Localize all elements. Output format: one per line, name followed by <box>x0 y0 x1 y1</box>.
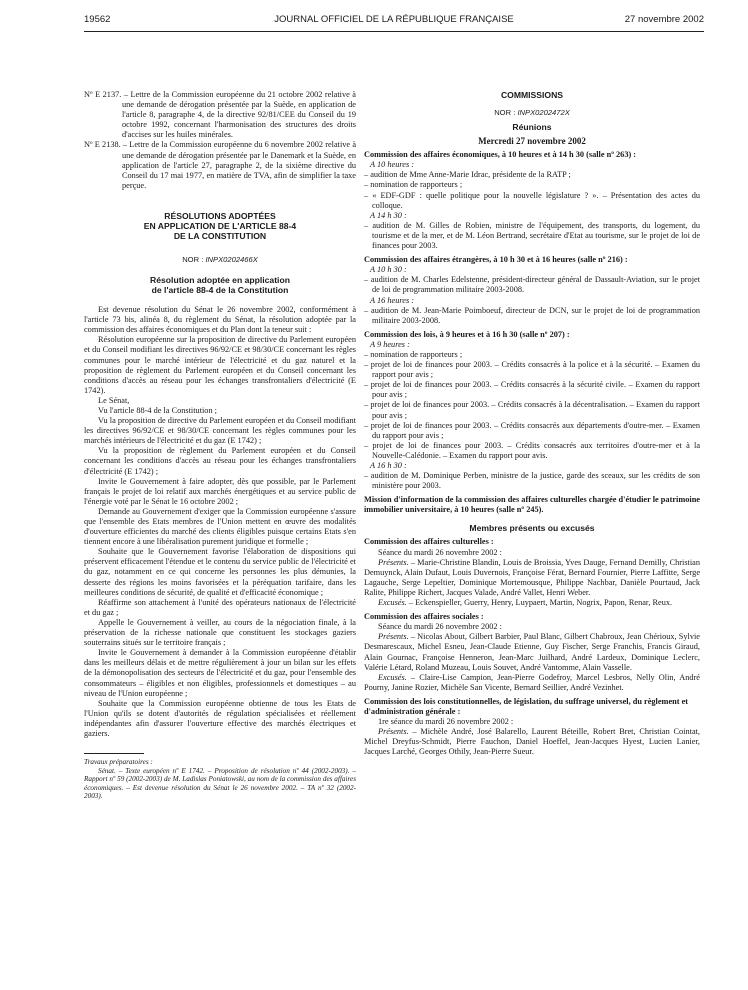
presents-line: Présents. – Nicolas About, Gilbert Barbier, Paul Blanc, Gilbert Chabroux, Jean Chérioux, Sylvie Desmarescaux, Michel Esneu, Jean-Claude Etienne, Guy Fischer, Serge Franchis, Francis Giraud, Alain Gournac, Françoise Henneron, Jean-Marc Juilhard, André Lardeux, Dominique Leclerc, Valérie Létard, Roland Muzeau, Louis Souvet, André Vantomme, Alain Vasselle. <box>364 632 700 672</box>
time-label: A 16 heures : <box>370 295 415 305</box>
agenda-item: – nomination de rapporteurs ; <box>364 180 463 190</box>
paragraph: Souhaite que le Gouvernement favorise l'élaboration de dispositions qui préservent efficacement l'étendue et le contenu du service public de l'électricité et du gaz, notamment en ce qui concerne les personnes les plus démunies, la desserte des régions les moins favorisées et la péréquation tarifaire, dans les meilleures conditions de sécurité, de qualité et d'efficacité économique ; <box>84 547 356 597</box>
members-commission-title: Commission des affaires sociales : <box>364 612 484 622</box>
resolution-subtitle <box>84 275 356 295</box>
section-title-line: DE LA CONSTITUTION <box>173 230 267 241</box>
paragraph: Souhaite que la Commission européenne obtienne de tous les Etats de l'Union qu'ils se dotent d'autorités de régulation spécialisées et réellement indépendantes afin d'assurer l'ouverture effective des marchés électriques et gaziers. <box>84 698 356 738</box>
list-item: Nº E 2138. – Lettre de la Commission européenne du 6 novembre 2002 relative à une demande de dérogation présentée par le Danemark et la Suède, en application de l'article 27, paragraphe 2, de la sixième directive du Conseil du 17 mai 1977, en matière de TVA, afin de simplifier la taxe perçue. <box>84 140 356 190</box>
agenda-item: – audition de Mme Anne-Marie Idrac, présidente de la RATP ; <box>364 170 571 180</box>
footnote-rule <box>84 753 144 754</box>
reunions-title: Réunions <box>512 122 552 133</box>
nor-label: NOR : <box>182 254 204 264</box>
commission-heading: Commission des lois, à 9 heures et à 16 h 30 (salle nº 207) : <box>364 329 570 339</box>
time-label: A 14 h 30 : <box>370 210 407 220</box>
nor-reference <box>364 108 700 118</box>
right-column <box>364 90 700 757</box>
paragraph: Réaffirme son attachement à l'unité des opérateurs nationaux de l'électricité et du gaz ; <box>84 597 356 617</box>
presents-line: Présents. – Marie-Christine Blandin, Louis de Broissia, Yves Dauge, Fernand Demilly, Christian Demuynck, Alain Dufaut, Louis Duvernois, Françoise Férat, Bernard Fournier, Pierre Laffitte, Serge Lagauche, Serge Lepeltier, Dominique Mortemousque, Philippe Nachbar, Danièle Pourtaud, Jack Ralite, Philippe Richert, Jacques Valade, André Vallet, Henri Weber. <box>364 557 700 597</box>
footnote <box>84 753 356 801</box>
excuses-line: Excusés. – Eckenspieller, Guerry, Henry, Luypaert, Martin, Nogrix, Papon, Renar, Reux. <box>378 598 673 608</box>
time-label: A 9 heures : <box>370 339 410 349</box>
subtitle-line: Résolution adoptée en application <box>150 275 290 286</box>
members-block <box>364 537 700 608</box>
agenda-item: – audition de M. Gilles de Robien, ministre de l'équipement, des transports, du logement, du tourisme et de la mer, et de M. Léon Bertrand, secrétaire d'Etat au tourisme, sur le projet de loi de finances pour 2003. <box>364 220 700 251</box>
page-header <box>84 14 704 30</box>
paragraph: Vu l'article 88-4 de la Constitution ; <box>98 405 217 415</box>
day-title: Mercredi 27 novembre 2002 <box>478 136 586 147</box>
time-label: A 10 heures : <box>370 160 415 170</box>
agenda-item: – audition de M. Jean-Marie Poimboeuf, directeur de DCN, sur le projet de loi de programmation militaire 2003-2008. <box>364 305 700 325</box>
time-label: A 16 h 30 : <box>370 461 407 470</box>
agenda-item: – projet de loi de finances pour 2003. – Crédits consacrés aux territoires d'outre-mer et à la Nouvelle-Calédonie. – Examen du rapport pour avis. <box>364 440 700 460</box>
presents-line: Présents. – Michèle André, José Balarello, Laurent Béteille, Robert Bret, Christian Cointat, Michel Dreyfus-Schmidt, Pierre Fauchon, Daniel Hoeffel, Jean-Jacques Hyest, Lucien Lanier, Jacques Larché, Georges Othily, Jean-Pierre Sueur. <box>364 727 701 757</box>
section-title-line: EN APPLICATION DE L'ARTICLE 88-4 <box>143 220 297 231</box>
paragraph: Invite le Gouvernement à faire adopter, dès que possible, par le Parlement français le projet de loi relatif aux marchés énergétiques et au service public de l'énergie voté par le Sénat le 16 octobre 2002 ; <box>84 476 356 506</box>
excuses-line: Excusés. – Claire-Lise Campion, Jean-Pierre Godefroy, Marcel Lesbros, Nelly Olin, André Pourny, Janine Rozier, Michèle San Vicente, Bernard Seillier, André Vezinhet. <box>364 672 700 692</box>
paragraph: Appelle le Gouvernement à veiller, au cours de la négociation finale, à la préservation de la richesse nationale que constituent les stockages gaziers souterrains situés sur le territoire français ; <box>84 617 356 648</box>
commission-block <box>364 150 700 251</box>
left-column <box>84 90 356 801</box>
agenda-item: – projet de loi de finances pour 2003. – Crédits consacrés aux départements d'outre-mer. – Examen du rapport pour avis ; <box>364 420 700 440</box>
members-title: Membres présents ou excusés <box>469 523 595 534</box>
commissions-title: COMMISSIONS <box>500 90 564 100</box>
subtitle-line: de l'article 88-4 de la Constitution <box>151 285 289 296</box>
paragraph: Demande au Gouvernement d'exiger que la Commission européenne s'assure que l'ensemble des Etats membres de l'Union mettent en œuvre des modalités d'ouverture efficientes du marché des clients éligibles puisque certains Etats s'en tiennent encore à une libéralisation purement juridique et formelle ; <box>84 506 356 547</box>
agenda-item: – projet de loi de finances pour 2003. – Crédits consacrés à la décentralisation. – Examen du rapport pour avis ; <box>364 400 700 420</box>
section-title-line: RÉSOLUTIONS ADOPTÉES <box>164 210 276 221</box>
seance-line: 1re séance du mardi 26 novembre 2002 : <box>378 717 514 727</box>
resolutions-section-title <box>84 211 356 241</box>
nor-label: NOR : <box>494 108 516 117</box>
paragraph: Le Sénat, <box>98 395 130 405</box>
seance-line: Séance du mardi 26 novembre 2002 : <box>378 547 502 557</box>
commission-heading: Commission des affaires économiques, à 10 heures et à 14 h 30 (salle nº 263) : <box>364 150 637 160</box>
nor-code: INPX0202472X <box>517 108 570 117</box>
commission-heading: Commission des affaires étrangères, à 10 h 30 et à 16 heures (salle nº 216) : <box>364 255 628 265</box>
agenda-item: – nomination de rapporteurs ; <box>364 349 463 359</box>
agenda-item: – audition de M. Dominique Perben, ministre de la justice, garde des sceaux, sur les crédits de son ministère pour 2003. <box>364 471 700 491</box>
nor-code: INPX0202466X <box>205 254 258 264</box>
commission-block <box>364 330 700 492</box>
members-block <box>364 697 700 758</box>
agenda-item: – « EDF-GDF : quelle politique pour la nouvelle législature ? ». – Présentation des actes du colloque. <box>364 190 700 210</box>
nor-reference <box>84 255 356 265</box>
paragraph: Est devenue résolution du Sénat le 26 novembre 2002, conformément à l'article 73 bis, alinéa 8, du règlement du Sénat, la résolution adoptée par la commission des affaires économiques et du Plan dont la teneur suit : <box>84 305 356 335</box>
agenda-item: – projet de loi de finances pour 2003. – Crédits consacrés à la sécurité civile. – Examen du rapport pour avis ; <box>364 380 700 400</box>
footnote-title: Travaux préparatoires : <box>84 758 153 767</box>
members-commission-title: Commission des lois constitutionnelles, de législation, du suffrage universel, du règlement et d'administration générale : <box>364 696 689 716</box>
members-block <box>364 612 700 693</box>
header-rule <box>84 31 704 32</box>
resolution-body <box>84 305 356 739</box>
issue-date: 27 novembre 2002 <box>624 14 704 25</box>
commission-block <box>364 255 700 326</box>
seance-line: Séance du mardi 26 novembre 2002 : <box>378 622 502 632</box>
paragraph: Invite le Gouvernement à demander à la Commission européenne d'établir dans les meilleurs délais et de mettre régulièrement à jour un bilan sur les effets de la démonopolisation des secteurs de l'électricité et du gaz, pour l'ensemble des consommateurs – éligibles et non éligibles, professionnels et domestiques – au niveau de l'Union européenne ; <box>84 648 356 698</box>
list-item: Nº E 2137. – Lettre de la Commission européenne du 21 octobre 2002 relative à une demande de dérogation présentée par la Suède, en application de l'article 8, paragraphe 4, de la directive 92/81/CEE du Conseil du 19 octobre 1992, concernant l'harmonisation des structures des droits d'accises sur les huiles minérales. <box>84 90 356 140</box>
time-label: A 10 h 30 : <box>370 265 407 275</box>
agenda-item: – projet de loi de finances pour 2003. – Crédits consacrés à la police et à la sécurité. – Examen du rapport pour avis ; <box>364 360 700 380</box>
footnote-text: Sénat. – Texte européen nº E 1742. – Proposition de résolution nº 44 (2002-2003). – Rapport nº 59 (2002-2003) de M. Ladislas Poniatowski, au nom de la commission des affaires économiques. – Est devenue résolution du Sénat le 26 novembre 2002. – TA nº 32 (2002-2003). <box>84 766 356 801</box>
paragraph: Vu la proposition de directive du Parlement européen et du Conseil modifiant les directives 96/92/CE et 98/30/CE concernant les règles communes pour les marchés intérieurs de l'électricité et du gaz (E 1742) ; <box>84 416 356 446</box>
paragraph: Résolution européenne sur la proposition de directive du Parlement européen et du Conseil modifiant les directives 96/92/CE et 98/30/CE concernant les règles communes pour le marché intérieur de l'électricité et du gaz naturel et la proposition de règlement du Parlement européen et du Conseil concernant les conditions d'accès au réseau pour les échanges transfrontaliers d'électricité (E 1742). <box>84 335 356 395</box>
paragraph: Vu la proposition de règlement du Parlement européen et du Conseil concernant les conditions d'accès au réseau pour les échanges transfrontaliers d'électricité (E 1742) ; <box>84 446 356 476</box>
members-commission-title: Commission des affaires culturelles : <box>364 537 494 547</box>
page-number: 19562 <box>84 14 111 25</box>
journal-title: JOURNAL OFFICIEL DE LA RÉPUBLIQUE FRANÇAISE <box>274 14 514 25</box>
mission-heading: Mission d'information de la commission des affaires culturelles chargée d'étudier le patrimoine immobilier universitaire, à 10 heures (salle nº 245). <box>364 495 700 515</box>
agenda-item: – audition de M. Charles Edelstenne, président-directeur général de Dassault-Aviation, sur le projet de loi de programmation militaire 2003-2008. <box>364 275 700 295</box>
